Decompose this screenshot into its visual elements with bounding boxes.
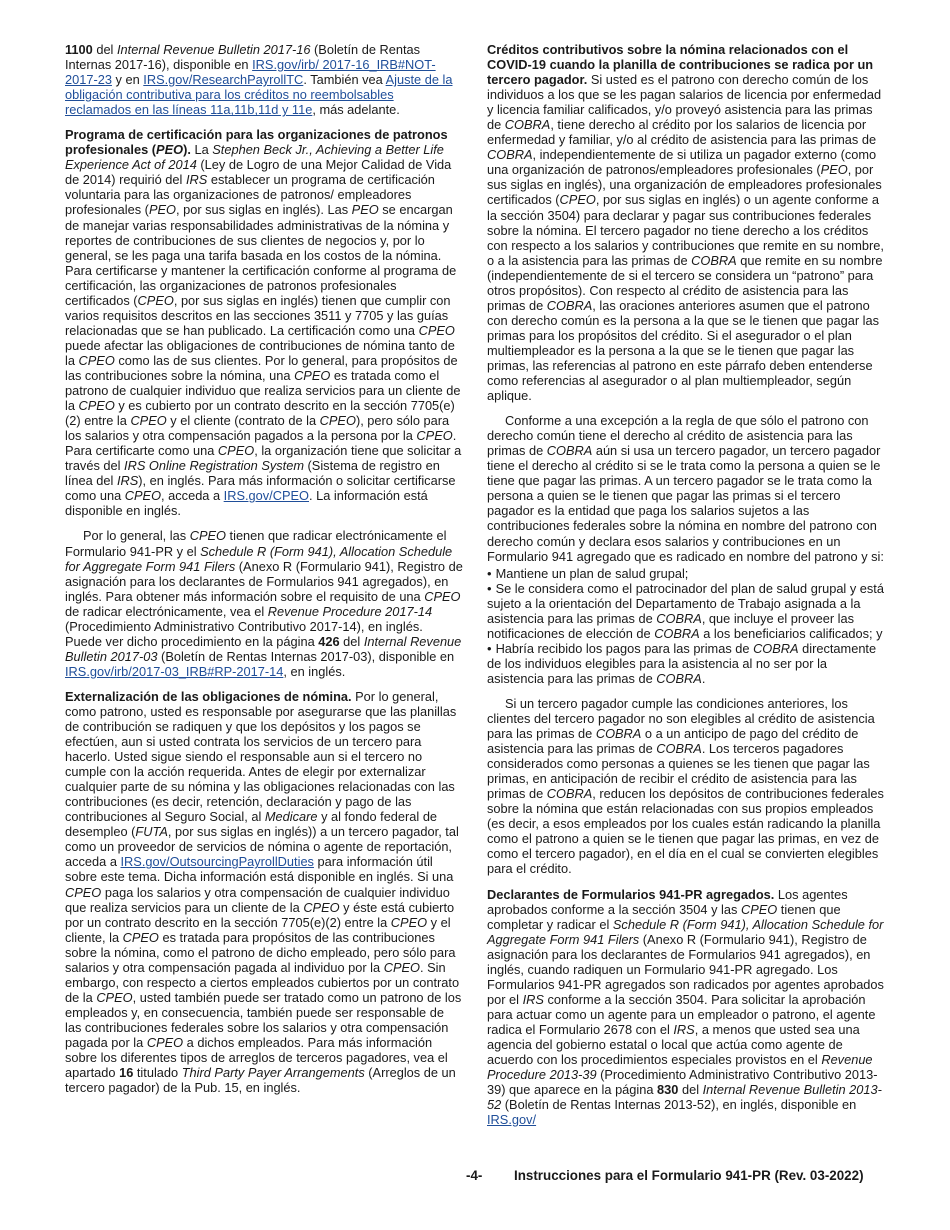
link-irb-2017-16[interactable]: IRS.gov/irb/ 2017-16_IRB#NOT-2017-23 [65,57,436,88]
bullet-icon: • [487,565,492,581]
bold-number: 1100 [65,42,93,57]
list-item: • Habría recibido los pagos para las primas de COBRA directamente de los individuos elegibles para la asistencia al no ser por la asistencia para las primas de COBRA. [487,640,877,686]
paragraph-covid-credits: Créditos contributivos sobre la nómina relacionados con el COVID-19 cuando la planilla de contribuciones se radica por un tercero pagador. Si usted es el patrono con derecho común de los individuos a los que se les pagan salarios de licencia por enfermedad y licencia familiar calificados, y/o proveyó asistencia para las primas de COBRA, tiene derecho al crédito por los salarios de licencia por enfermedad y familiar, y/o al crédito de asistencia para las primas de COBRA, independientemente de si utiliza un pagador externo (como una organización de patronos/empleadores profesionales (PEO, por sus siglas en inglés), una organización de empleadores profesionales certificados (CPEO, por sus siglas en inglés) o un agente conforme a la sección 3504) para declarar y pagar sus contribuciones federales sobre la nómina. El tercero pagador no tiene derecho a los créditos con respecto a los salarios y contribuciones que remite en su nombre, o a la asistencia para las primas de COBRA que remite en su nombre (independientemente de si el tercero se considera un “patrono” para otros propósitos). Con respecto al crédito de asistencia para las primas de COBRA, las oraciones anteriores asumen que el patrono con derecho común es la persona a la que se le tienen que pagar las primas para los propósitos del crédito. Si el asegurador o el plan multiempleador es la persona a la que se le tienen que pagar las primas, las referencias al patrono en este párrafo deben entenderse como referencias al asegurador o al plan multiempleador, según aplique. [487,42,884,404]
right-column [487,42,885,1172]
bullet-icon: • [487,640,492,656]
bullet-icon: • [487,580,492,596]
conditions-list [487,566,885,686]
paragraph-cpeo-electronic-filing: Por lo general, las CPEO tienen que radicar electrónicamente el Formulario 941-PR y el Schedule R (Form 941), Allocation Schedule for Aggregate Form 941 Filers (Anexo R (Formulario 941), Registro de asignación para los declarantes de Formularios 941 agregados), en inglés. Para obtener más información sobre el requisito de una CPEO de radicar electrónicamente, vea el Revenue Procedure 2017-14 (Procedimiento Administrativo Contributivo 2017-14), en inglés. Puede ver dicho procedimiento en la página 426 del Internal Revenue Bulletin 2017-03 (Boletín de Rentas Internas 2017-03), disponible en IRS.gov/irb/2017-03_IRB#RP-2017-14, en inglés. [65,528,463,679]
paragraph-cobra-exception: Conforme a una excepción a la regla de que sólo el patrono con derecho común tiene el derecho al crédito de asistencia para las primas de COBRA aún si usa un tercero pagador, un tercero pagador tiene el derecho al crédito si se le trata como la persona a quien se le tiene que pagar las primas. A un tercero pagador se le trata como la persona a quien se le tienen que pagar las primas si el tercero pagador es la entidad que paga los salarios sujetos a las contribuciones federales sobre la nómina en nombre del patrono con derecho común y declara esos salarios y contribuciones en un Formulario 941 agregado que es radicado en nombre del patrono y si: [487,413,884,564]
link-irb-2017-03[interactable]: IRS.gov/irb/2017-03_IRB#RP-2017-14 [65,663,284,679]
list-item: • Se le considera como el patrocinador del plan de salud grupal y está sujeto a la orientación del Departamento de Trabajo asignada a la asistencia para las primas de COBRA, que incluye el proveer las notificaciones de elección de COBRA a los beneficiarios calificados; y [487,580,884,641]
paragraph-third-party-conditions: Si un tercero pagador cumple las condiciones anteriores, los clientes del tercero pagador no son elegibles al crédito de asistencia para las primas de COBRA o a un anticipo de pago del crédito de asistencia para las primas de COBRA. Los terceros pagadores considerados como personas a quienes se les tienen que pagar las primas, en anticipación de recibir el crédito de asistencia para las primas de COBRA, reducen los depósitos de contribuciones federales sobre la nómina que están relacionadas con sus propios empleados (es decir, a esos empleados por los cuales están radicando la planilla como el patrono a quien se le tienen que pagar las primas, en vez de como el tercero pagador), en el día en el cual se convierten elegibles para el crédito. [487,695,884,877]
paragraph-outsourcing-payroll: Externalización de las obligaciones de nómina. Por lo general, como patrono, usted es responsable por asegurarse que las planillas de contribución se radiquen y que los depósitos y los pagos se efectúen, aun si usted contrata los servicios de un tercero para hacerlo. Usted sigue siendo el responsable aun si el tercero no cumple con la acción requerida. Antes de elegir por externalizar cualquier parte de su nómina y las obligaciones relacionadas con las contribuciones (es decir, retención, declaración y pago de las contribuciones al Seguro Social, al Medicare y al fondo federal de desempleo (FUTA, por sus siglas en inglés)) a un tercero pagador, tal como un proveedor de servicios de nómina o agente de reportación, acceda a IRS.gov/OutsourcingPayrollDuties para información útil sobre este tema. Dicha información está disponible en inglés. Si una CPEO paga los salarios y otra compensación de cualquier individuo que realiza servicios para un cliente de la CPEO y éste está cubierto por un contrato descrito en la sección 7705(e)(2) entre la CPEO y el cliente, la CPEO es tratada para propósitos de las contribuciones sobre la nómina, como el patrono de dicho empleado, pero sólo para salarios y otra compensación pagada al individuo por la CPEO. Sin embargo, con respecto a ciertos empleados cubiertos por un contrato de la CPEO, usted también puede ser tratado como un patrono de los empleados y, en consecuencia, también puede ser responsable de las contribuciones federales sobre los salarios y otra compensación pagada por la CPEO a dichos empleados. Para más información sobre los diferentes tipos de arreglos de terceros pagadores, vea el apartado 16 titulado Third Party Payer Arrangements (Arreglos de un tercero pagador) de la Pub. 15, en inglés. [65,688,462,1096]
section-heading-covid-credits: Créditos contributivos sobre la nómina relacionados con el COVID-19 cuando la planilla de contribuciones se radica por un tercero pagador. [487,42,874,88]
page-body [65,42,885,1172]
page-number: -4- [466,1168,483,1183]
section-heading-outsourcing: Externalización de las obligaciones de nómina. [65,688,352,704]
section-heading-aggregate-filers: Declarantes de Formularios 941-PR agregados. [487,886,775,902]
page-footer [0,1168,950,1188]
section-heading-peo: Programa de certificación para las organizaciones de patronos profesionales (PEO). [65,127,448,158]
paragraph-aggregate-filers: Declarantes de Formularios 941-PR agregados. Los agentes aprobados conforme a la sección 3504 y las CPEO tienen que completar y radicar el Schedule R (Form 941), Allocation Schedule for Aggregate Form 941 Filers (Anexo R (Formulario 941), Registro de asignación para los declarantes de Formularios 941 agregados), en inglés, cuando radiquen un Formulario 941-PR agregado. Los Formularios 941-PR agregados son radicados por agentes aprobados por el IRS conforme a la sección 3504. Para solicitar la aprobación para actuar como un agente para un empleador o patrono, el agente radica el Formulario 2678 con el IRS, a menos que usted sea una agencia del gobierno estatal o local que actúa como agente de acuerdo con los procedimientos especiales provistos en el Revenue Procedure 2013-39 (Procedimiento Administrativo Contributivo 2013-39) que aparece en la página 830 del Internal Revenue Bulletin 2013-52 (Boletín de Rentas Internas 2013-52), en inglés, disponible en IRS.gov/ [487,886,884,1128]
paragraph-bulletin-reference: 1100 del Internal Revenue Bulletin 2017-16 (Boletín de Rentas Internas 2017-16), disponible en IRS.gov/irb/ 2017-16_IRB#NOT-2017-23 y en IRS.gov/ResearchPayrollTC. También vea Ajuste de la obligación contributiva para los créditos no reembolsables reclamados en las líneas 11a,11b,11d y 11e, más adelante. [65,42,453,118]
footer-title: Instrucciones para el Formulario 941-PR (Rev. 03-2022) [514,1168,864,1183]
link-irs-gov[interactable]: IRS.gov/ [487,1112,537,1128]
link-cpeo[interactable]: IRS.gov/CPEO [223,488,309,504]
left-column [65,42,463,1172]
link-outsourcing-payroll-duties[interactable]: IRS.gov/OutsourcingPayrollDuties [120,854,314,870]
link-adjustment-credits[interactable]: Ajuste de la obligación contributiva para los créditos no reembolsables reclamados en las líneas 11a,11b,11d y 11e [65,72,453,118]
paragraph-peo-certification: Programa de certificación para las organizaciones de patronos profesionales (PEO). La Stephen Beck Jr., Achieving a Better Life Experience Act of 2014 (Ley de Logro de una Mejor Calidad de Vida de 2014) requirió del IRS establecer un programa de certificación voluntaria para las organizaciones de patronos/ empleadores profesionales (PEO, por sus siglas en inglés). Las PEO se encargan de manejar varias responsabilidades administrativas de la nómina y reportes de contribuciones de sus clientes de negocios y, por lo general, se les paga una tarifa basada en los costos de la nómina. Para certificarse y mantener la certificación conforme al programa de certificación, las organizaciones de patronos profesionales certificados (CPEO, por sus siglas en inglés) tienen que cumplir con varios requisitos descritos en las secciones 3511 y 7705 y las guías relacionadas que se han publicado. La certificación como una CPEO puede afectar las obligaciones de contribuciones de nómina tanto de la CPEO como las de sus clientes. Por lo general, para propósitos de las contribuciones sobre la nómina, una CPEO es tratada como el patrono de cualquier individuo que realiza servicios para un cliente de la CPEO y es cubierto por un contrato descrito en la sección 7705(e)(2) entre la CPEO y el cliente (contrato de la CPEO), pero sólo para los salarios y otra compensación pagados a la persona por la CPEO. Para certificarte como una CPEO, la organización tiene que solicitar a través del IRS Online Registration System (Sistema de registro en línea del IRS), en inglés. Para más información o solicitar certificarse como una CPEO, acceda a IRS.gov/CPEO. La información está disponible en inglés. [65,127,462,519]
list-item: • Mantiene un plan de salud grupal; [487,565,689,581]
link-research-payroll-tc[interactable]: IRS.gov/ResearchPayrollTC [143,72,304,88]
